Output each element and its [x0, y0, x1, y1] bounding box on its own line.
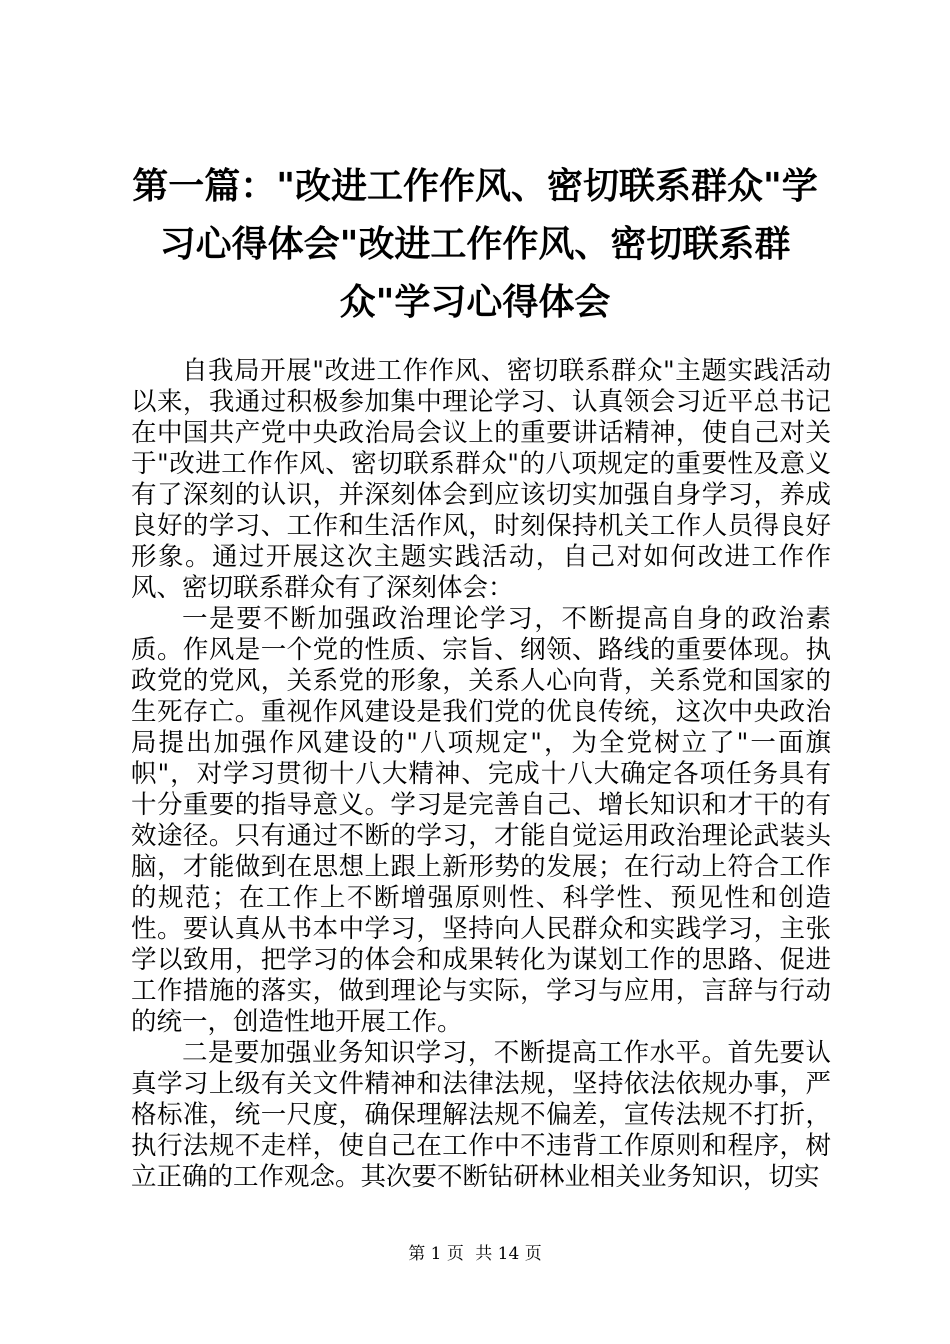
paragraph-intro: 自我局开展"改进工作作风、密切联系群众"主题实践活动以来，我通过积极参加集中理论学习、认真领会习近平总书记在中国共产党中央政治局会议上的重要讲话精神，使自己对关于"改进工作作风、密切联系群众"的八项规定的重要性及意义有了深刻的认识，并深刻体会到应该切实加强自身学习，养成良好的学习、工作和生活作风，时刻保持机关工作人员得良好形象。通过开展这次主题实践活动，自己对如何改进工作作风、密切联系群众有了深刻体会： [131, 356, 831, 603]
paragraph-point-one: 一是要不断加强政治理论学习，不断提高自身的政治素质。作风是一个党的性质、宗旨、纲领、路线的重要体现。执政党的党风，关系党的形象，关系人心向背，关系党和国家的生死存亡。重视作风建设是我们党的优良传统，这次中央政治局提出加强作风建设的"八项规定"，为全党树立了"一面旗帜"，对学习贯彻十八大精神、完成十八大确定各项任务具有十分重要的指导意义。学习是完善自己、增长知识和才干的有效途径。只有通过不断的学习，才能自觉运用政治理论武装头脑，才能做到在思想上跟上新形势的发展；在行动上符合工作的规范；在工作上不断增强原则性、科学性、预见性和创造性。要认真从书本中学习，坚持向人民群众和实践学习，主张学以致用，把学习的体会和成果转化为谋划工作的思路、促进工作措施的落实，做到理论与实际，学习与应用，言辞与行动的统一，创造性地开展工作。 [131, 604, 831, 1037]
document-title: 第一篇："改进工作作风、密切联系群众"学习心得体会"改进工作作风、密切联系群众"学习心得体会 [132, 166, 818, 323]
page-footer [0, 1242, 950, 1266]
document-body [131, 356, 831, 1193]
page-number: 第 1 页 [408, 1244, 464, 1264]
page-total: 共 14 页 [475, 1244, 542, 1264]
paragraph-point-two: 二是要加强业务知识学习，不断提高工作水平。首先要认真学习上级有关文件精神和法律法规，坚持依法依规办事，严格标准，统一尺度，确保理解法规不偏差，宣传法规不打折，执行法规不走样，使自己在工作中不违背工作原则和程序，树立正确的工作观念。其次要不断钻研林业相关业务知识，切实 [131, 1038, 831, 1192]
